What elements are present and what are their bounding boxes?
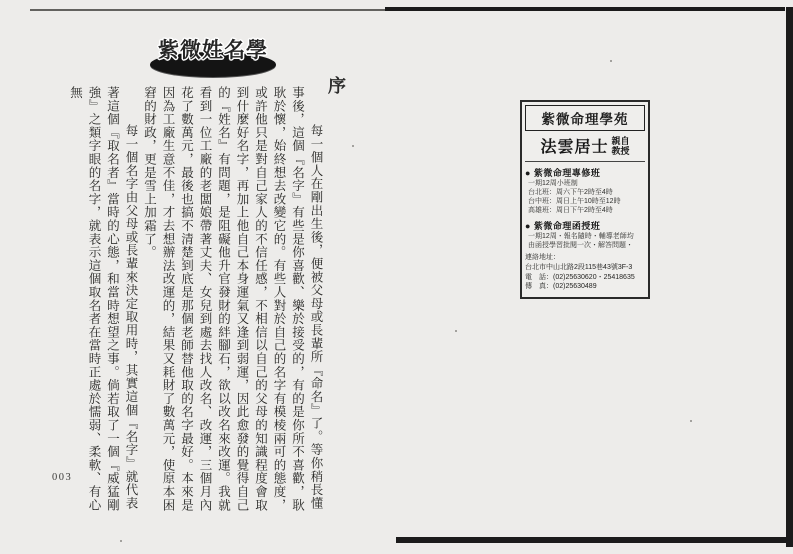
contact-label: 連絡地址：: [525, 254, 560, 261]
course2-line-1: 一期12周・報名隨時・輔導老師均: [528, 233, 634, 240]
contact-address: 台北市中山北路2段115巷43號3F-3: [525, 264, 633, 271]
preface-paragraph-1: 每一個人在剛出生後，便被父母或長輩所『命名』了。等你稍長懂事後，這個『名字』有些是你喜歡、樂於接受的，有的是你所不喜歡，耿耿於懷，始終想去改變它的。有些人對於自己的名字有模棱兩可的態度，或許他只是對自己家人的不信任感，不相信以自己的父母的知識程度會取到什麼好名字，再加上他自己本身運氣又逢到弱運，因此愈發的覺得自己的『姓名』有問題，是阻礙他升官發財的絆腳石，欲以改名來改運。我就看到一位工廠的老闆娘帶著丈夫、女兒到處去找人改名、改運，三個月內花了數萬元，最後也搞不清楚到底是那個老師替他取的名字最好。本來是因為工廠生意不佳，才去想辦法改運的，結果又耗財了數萬元，使原本困窘的財政，更是雪上加霜了。: [142, 86, 323, 512]
course2-header: ● 紫微命理函授班: [525, 221, 601, 231]
teach-note-line2: 教授: [611, 145, 630, 156]
course1-line-2: 台北班：周六下午2時至4時: [528, 189, 613, 196]
course2-line-2: 由函授學習批閱一次・解答問題・: [528, 242, 633, 249]
contact-phone: 電 話：(02)25630620・25418635: [525, 273, 635, 281]
scan-speck: [455, 330, 457, 332]
page-number: 003: [52, 472, 73, 483]
scan-speck: [120, 540, 122, 542]
academy-title: 紫微命理學苑: [525, 105, 645, 131]
book-title: 紫微姓名學: [158, 38, 268, 62]
preface-text-block: [68, 86, 325, 518]
scan-edge-top-left: [30, 9, 388, 11]
course1-header: ● 紫微命理專修班: [525, 168, 601, 178]
scan-edge-bottom-right: [396, 537, 790, 543]
teach-note: [612, 136, 630, 156]
book-title-badge: [148, 33, 278, 81]
teach-note-line1: 親自: [611, 135, 630, 146]
teacher-name: 法雲居士: [540, 139, 609, 156]
course1-line-1: 一期12周小班制: [528, 180, 578, 187]
contact-fax: 傳 真：(02)25630489: [525, 283, 597, 290]
scan-edge-top-right: [385, 7, 785, 11]
teacher-row: [525, 131, 645, 162]
preface-heading: 序: [328, 76, 348, 96]
scan-speck: [352, 145, 354, 147]
course1-line-4: 高雄班：周日下午2時至4時: [528, 207, 613, 214]
scan-speck: [610, 60, 612, 62]
preface-paragraph-2: 每一個名字由父母或長輩來決定取用時，其實這個『名字』就代表著這個『取名者』當時的心態，和當時想望之事。倘若取了一個『威猛剛強』之類字眼的名字，就表示這個取名者在當時正處於懦弱、柔軟、有心無: [68, 86, 138, 512]
course1-line-3: 台中班：周日上午10時至12時: [528, 198, 621, 205]
scan-speck: [690, 420, 692, 422]
academy-ad-box: [520, 100, 650, 299]
scan-edge-right: [786, 7, 793, 547]
